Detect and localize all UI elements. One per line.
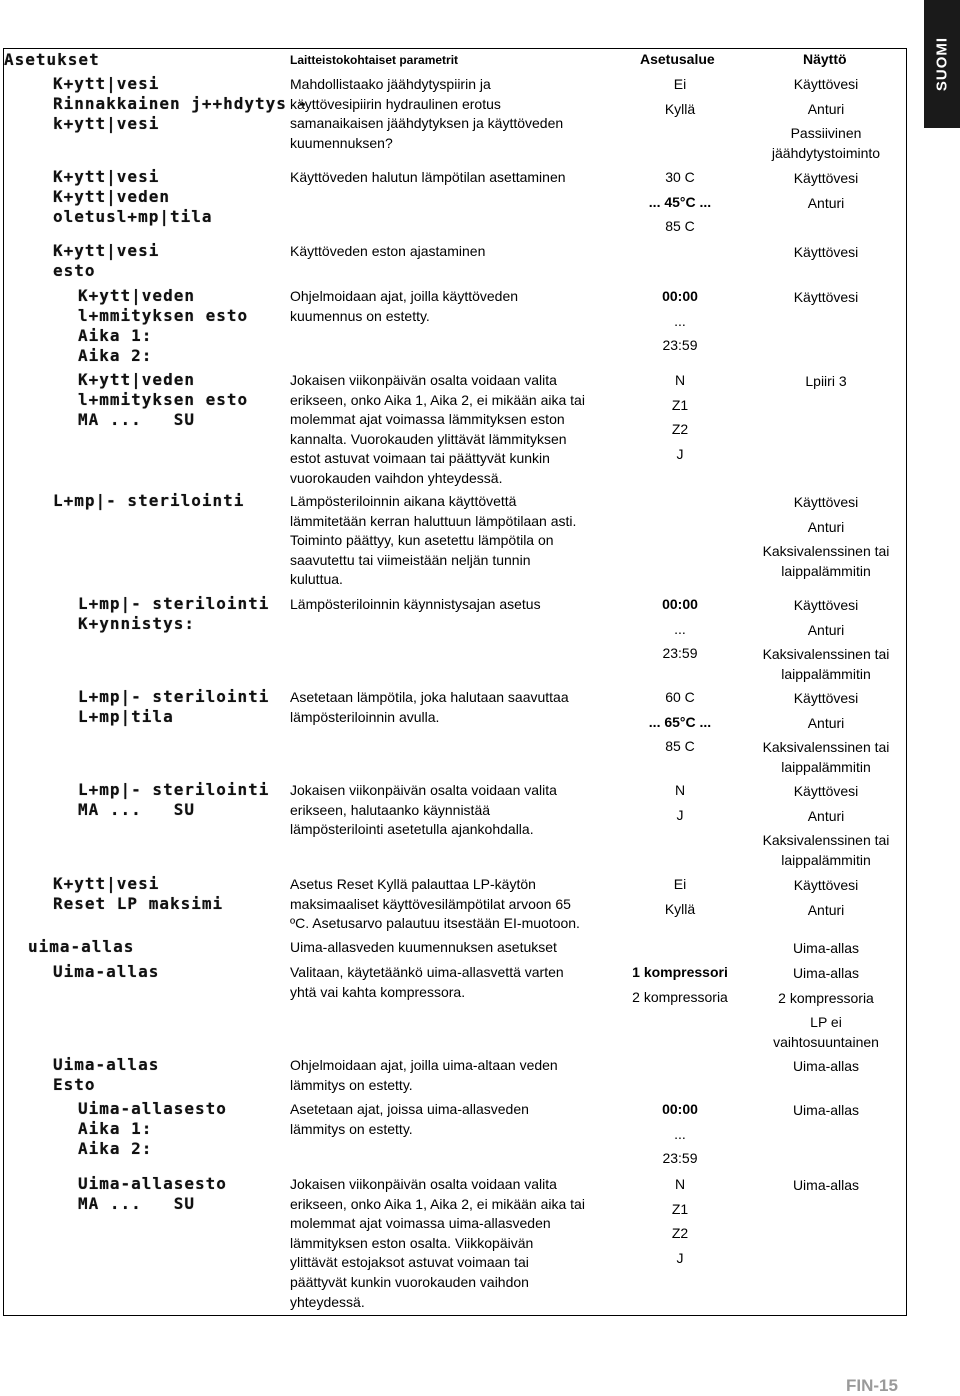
setting-range [620, 685, 740, 759]
display-context-item: Käyttövesi [793, 783, 859, 799]
setting-range [620, 284, 740, 358]
display-context [750, 1175, 902, 1195]
menu-path [78, 286, 248, 366]
menu-path-line: K+ytt|veden [78, 370, 195, 389]
display-context-item: vaihtosuuntainen [773, 1034, 879, 1051]
parameter-description: Ohjelmoidaan ajat, joilla käyttöveden kuumennus on estetty. [290, 288, 519, 324]
setting-range-value: 85 C [665, 218, 695, 235]
parameter-description: Käyttöveden eston ajastaminen [290, 243, 486, 259]
language-tab [924, 0, 960, 128]
menu-path [78, 1099, 227, 1159]
display-context-item: laippalämmitin [781, 759, 871, 776]
setting-range [620, 165, 740, 239]
display-context-item: Käyttövesi [793, 170, 859, 186]
setting-range-value: Kyllä [664, 900, 696, 917]
column-header-parameters: Laitteistokohtaiset parametrit [290, 53, 459, 67]
parameter-description: Lämpösteriloinnin käynnistysajan asetus [290, 596, 541, 612]
setting-range-value: ... 45°C ... [648, 193, 712, 210]
menu-path-line: K+ytt|veden [53, 187, 170, 206]
menu-path-line: Aika 1: [78, 1119, 153, 1138]
setting-range-value: Ei [673, 876, 687, 892]
column-header-range: Asetusalue [640, 51, 715, 67]
display-context-item: Kaksivalenssinen tai [762, 832, 890, 849]
parameter-description: Asetetaan lämpötila, joka halutaan saavuttaa lämpösteriloinnin avulla. [290, 689, 569, 725]
menu-path-line: Aika 2: [78, 346, 153, 365]
setting-range [620, 872, 740, 921]
parameter-description: Ohjelmoidaan ajat, joilla uima-altaan veden lämmitys on estetty. [290, 1057, 558, 1093]
setting-range-value: ... [674, 1125, 686, 1142]
column-header-display: Näyttö [803, 51, 847, 67]
menu-path-line: esto [53, 261, 96, 280]
display-context [750, 287, 902, 307]
parameter-description: Uima-allasveden kuumennuksen asetukset [290, 939, 557, 955]
display-context-item: Käyttövesi [793, 877, 859, 893]
setting-range [620, 592, 740, 666]
display-context-item: Käyttövesi [793, 494, 859, 510]
menu-path [78, 370, 248, 430]
setting-range-value: Z2 [671, 421, 689, 438]
display-context-item: Uima-allas [792, 1102, 860, 1118]
menu-path-line: L+mp|- sterilointi [78, 594, 270, 613]
setting-range-value: 60 C [665, 689, 695, 705]
setting-range-value: ... [674, 620, 686, 637]
setting-range-value: 2 kompressoria [632, 988, 728, 1005]
menu-path [78, 687, 269, 727]
display-context-item: Anturi [807, 807, 845, 824]
display-context-item: Anturi [807, 621, 845, 638]
setting-range-value: 00:00 [662, 596, 698, 612]
setting-range-value: N [674, 782, 686, 798]
menu-path [53, 241, 159, 281]
menu-path [78, 594, 269, 634]
menu-path-line: K+ynnistys: [78, 614, 195, 633]
parameter-description: Jokaisen viikonpäivän osalta voidaan valita erikseen, halutaanko käynnistää lämpösterilointi asetetulla ajankohdalla. [290, 782, 557, 838]
display-context-item: Lpiiri 3 [805, 373, 847, 389]
menu-path-line: oletusl+mp|tila [53, 207, 213, 226]
display-context [750, 168, 902, 213]
display-context [750, 1056, 902, 1076]
setting-range [620, 960, 740, 1009]
setting-range-value: ... 65°C ... [648, 713, 712, 730]
display-context-item: jäähdytystoiminto [771, 145, 881, 162]
menu-path-line: Aika 1: [78, 326, 153, 345]
display-context-item: laippalämmitin [781, 666, 871, 683]
display-context-item: Käyttövesi [793, 244, 859, 260]
menu-path [28, 937, 134, 957]
display-context-item: Käyttövesi [793, 690, 859, 706]
display-context [750, 242, 902, 262]
parameter-description: Asetus Reset Kyllä palauttaa LP-käytön maksimaaliset käyttövesilämpötilat arvoon 65 ºC. Asetusarvo palautuu itsestään EI-muotoon. [290, 876, 580, 932]
display-context-item: Käyttövesi [793, 597, 859, 613]
setting-range-value: Ei [673, 76, 687, 92]
parameter-description: Jokaisen viikonpäivän osalta voidaan valita erikseen, onko Aika 1, Aika 2, ei mikään aika tai molemmat ajat voimassa lämmityksen eston kannalta. Vuorokauden ylittävät lämmityksen estot astuvat voimaan tai päättyvät kunkin vuorokauden vaihdon yhteydessä. [290, 372, 585, 486]
display-context-item: Kaksivalenssinen tai [762, 646, 890, 663]
setting-range [620, 1172, 740, 1270]
display-context [750, 371, 902, 391]
display-context [750, 963, 902, 1052]
setting-range-value: 30 C [665, 169, 695, 185]
setting-range-value: 85 C [665, 738, 695, 755]
setting-range [620, 368, 740, 466]
parameter-description: Lämpösteriloinnin aikana käyttövettä lämmitetään kerran haluttuun lämpötilaan asti. Toiminto päättyy, kun asetettu lämpötila on saavutettu tai viimeistään neljän tunnin kuluttua. [290, 493, 577, 588]
menu-path-line: Uima-allasesto [78, 1099, 227, 1118]
menu-path-line: K+ytt|vesi [53, 74, 160, 93]
display-context-item: Uima-allas [792, 1177, 860, 1193]
display-context-item: Anturi [807, 194, 845, 211]
setting-range-value: J [676, 1249, 684, 1266]
menu-path-line: K+ytt|vesi [53, 241, 160, 260]
menu-path-line: l+mmityksen esto [78, 306, 249, 325]
display-context-item: Anturi [807, 714, 845, 731]
parameter-description: Jokaisen viikonpäivän osalta voidaan valita erikseen, onko Aika 1, Aika 2, ei mikään aika tai molemmat ajat voimassa uima-allasveden lämmityksen eston osalta. Viikkopäivän ylittävät estojaksot astuvat voimaan tai päättyvät kunkin vuorokauden vaihdon yhteydessä. [290, 1176, 585, 1310]
menu-path [53, 167, 213, 227]
display-context [750, 875, 902, 920]
language-label: SUOMI [933, 36, 951, 92]
display-context-item: Anturi [807, 518, 845, 535]
setting-range-value: Z1 [671, 396, 689, 413]
display-context [750, 781, 902, 870]
menu-path-line: L+mp|- sterilointi [53, 491, 245, 510]
menu-path-line: Rinnakkainen j++hdytys - [53, 94, 309, 113]
menu-path-line: MA ... SU [78, 410, 195, 429]
menu-path-line: k+ytt|vesi [53, 114, 160, 133]
menu-path-line: K+ytt|veden [78, 286, 195, 305]
menu-path-line: Esto [53, 1075, 96, 1094]
display-context [750, 74, 902, 163]
menu-path-line: Uima-allasesto [78, 1174, 227, 1193]
display-context-item: Kaksivalenssinen tai [762, 543, 890, 560]
display-context-item: 2 kompressoria [778, 989, 874, 1006]
setting-range-value: N [674, 372, 686, 388]
display-context-item: laippalämmitin [781, 852, 871, 869]
setting-range-value: 1 kompressori [632, 964, 728, 980]
display-context-item: Uima-allas [792, 940, 860, 956]
display-context-item: Anturi [807, 100, 845, 117]
menu-path-line: K+ytt|vesi [53, 874, 160, 893]
menu-path-line: Uima-allas [53, 962, 160, 981]
display-context [750, 492, 902, 581]
display-context-item: Passiivinen [790, 125, 862, 142]
display-context-item: Käyttövesi [793, 76, 859, 92]
parameter-description: Asetetaan ajat, joissa uima-allasveden lämmitys on estetty. [290, 1101, 529, 1137]
menu-path-line: Reset LP maksimi [53, 894, 224, 913]
page-number: FIN-15 [846, 1376, 898, 1395]
display-context-item: laippalämmitin [781, 563, 871, 580]
setting-range-value: 00:00 [662, 288, 698, 304]
menu-path-line: L+mp|- sterilointi [78, 687, 270, 706]
display-context [750, 938, 902, 958]
setting-range-value: 23:59 [662, 645, 698, 662]
menu-path-line: L+mp|- sterilointi [78, 780, 270, 799]
setting-range-value: 00:00 [662, 1101, 698, 1117]
setting-range-value: 23:59 [662, 337, 698, 354]
parameter-description: Käyttöveden halutun lämpötilan asettaminen [290, 169, 566, 185]
setting-range-value: N [674, 1176, 686, 1192]
menu-path-line: MA ... SU [78, 800, 195, 819]
parameter-description: Mahdollistaako jäähdytyspiirin ja käyttövesipiirin hydraulinen erotus samanaikaisen jäähdytyksen ja käyttöveden kuumennuksen? [290, 76, 564, 151]
setting-range-value: J [676, 445, 684, 462]
parameter-description: Valitaan, käytetäänkö uima-allasvettä varten yhtä vai kahta kompressora. [290, 964, 564, 1000]
setting-range [620, 1097, 740, 1171]
menu-path [53, 874, 223, 914]
menu-path [53, 491, 244, 511]
display-context [750, 595, 902, 684]
display-context-item: Käyttövesi [793, 289, 859, 305]
menu-path-line: L+mp|tila [78, 707, 174, 726]
setting-range-value: J [676, 806, 684, 823]
display-context-item: Uima-allas [792, 1058, 860, 1074]
setting-range-value: Z1 [671, 1200, 689, 1217]
menu-path [53, 74, 308, 134]
display-context [750, 688, 902, 777]
display-context-item: Kaksivalenssinen tai [762, 739, 890, 756]
display-context [750, 1100, 902, 1120]
setting-range [620, 778, 740, 827]
display-context-item: Uima-allas [792, 965, 860, 981]
menu-title: Asetukset [4, 50, 100, 69]
display-context-item: LP ei [810, 1014, 842, 1031]
menu-path [53, 1055, 159, 1095]
setting-range-value: Z2 [671, 1225, 689, 1242]
menu-path [78, 1174, 227, 1214]
display-context-item: Anturi [807, 901, 845, 918]
menu-path-line: Aika 2: [78, 1139, 153, 1158]
menu-path [78, 780, 269, 820]
setting-range-value: 23:59 [662, 1150, 698, 1167]
menu-path-line: l+mmityksen esto [78, 390, 249, 409]
setting-range [620, 72, 740, 121]
menu-path-line: uima-allas [28, 937, 135, 956]
menu-path-line: Uima-allas [53, 1055, 160, 1074]
menu-path-line: MA ... SU [78, 1194, 195, 1213]
setting-range-value: ... [674, 312, 686, 329]
setting-range-value: Kyllä [664, 100, 696, 117]
menu-path [53, 962, 159, 982]
menu-path-line: K+ytt|vesi [53, 167, 160, 186]
